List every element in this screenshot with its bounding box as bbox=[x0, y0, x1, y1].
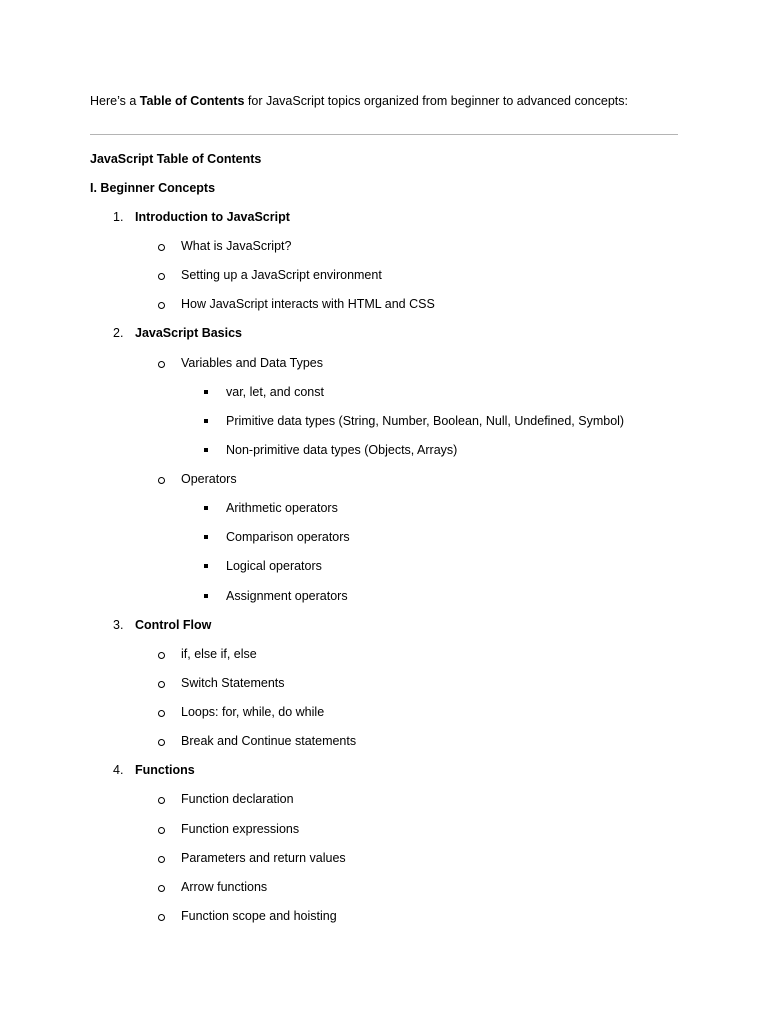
list-item: Loops: for, while, do while bbox=[181, 705, 325, 719]
sub-list-item: Assignment operators bbox=[226, 589, 348, 603]
circle-bullet-icon bbox=[158, 856, 165, 863]
list-item: Switch Statements bbox=[181, 676, 285, 690]
circle-bullet-icon bbox=[158, 914, 165, 921]
item-number: 3. bbox=[113, 618, 124, 632]
list-item: What is JavaScript? bbox=[181, 239, 292, 253]
list-item: Function scope and hoisting bbox=[181, 909, 337, 923]
circle-bullet-icon bbox=[158, 273, 165, 280]
circle-bullet-icon bbox=[158, 710, 165, 717]
circle-bullet-icon bbox=[158, 302, 165, 309]
item-title: Introduction to JavaScript bbox=[135, 210, 290, 224]
item-title: Control Flow bbox=[135, 618, 212, 632]
list-item: Setting up a JavaScript environment bbox=[181, 268, 382, 282]
circle-bullet-icon bbox=[158, 244, 165, 251]
circle-bullet-icon bbox=[158, 885, 165, 892]
list-item: Parameters and return values bbox=[181, 851, 346, 865]
circle-bullet-icon bbox=[158, 477, 165, 484]
list-item: Function declaration bbox=[181, 792, 294, 806]
intro-bold-term: Table of Contents bbox=[139, 94, 245, 108]
square-bullet-icon bbox=[204, 419, 208, 423]
item-title: JavaScript Basics bbox=[135, 326, 243, 340]
intro-paragraph bbox=[90, 94, 628, 108]
circle-bullet-icon bbox=[158, 827, 165, 834]
square-bullet-icon bbox=[204, 390, 208, 394]
item-title: Functions bbox=[135, 763, 195, 777]
square-bullet-icon bbox=[204, 535, 208, 539]
square-bullet-icon bbox=[204, 594, 208, 598]
circle-bullet-icon bbox=[158, 797, 165, 804]
circle-bullet-icon bbox=[158, 652, 165, 659]
square-bullet-icon bbox=[204, 564, 208, 568]
sub-list-item: Comparison operators bbox=[226, 530, 350, 544]
item-number: 1. bbox=[113, 210, 124, 224]
sub-list-item: Non-primitive data types (Objects, Arrays) bbox=[226, 443, 458, 457]
circle-bullet-icon bbox=[158, 361, 165, 368]
list-item: Arrow functions bbox=[181, 880, 268, 894]
list-item: How JavaScript interacts with HTML and CSS bbox=[181, 297, 435, 311]
list-item: Break and Continue statements bbox=[181, 734, 357, 748]
toc-title: JavaScript Table of Contents bbox=[90, 152, 262, 166]
list-item: Variables and Data Types bbox=[181, 356, 323, 370]
list-item: Operators bbox=[181, 472, 237, 486]
sub-list-item: var, let, and const bbox=[226, 385, 324, 399]
circle-bullet-icon bbox=[158, 739, 165, 746]
intro-prefix: Here’s a bbox=[90, 94, 140, 108]
horizontal-rule bbox=[90, 134, 678, 135]
square-bullet-icon bbox=[204, 506, 208, 510]
list-item: Function expressions bbox=[181, 822, 300, 836]
sub-list-item: Logical operators bbox=[226, 559, 322, 573]
section-heading: I. Beginner Concepts bbox=[90, 181, 216, 195]
circle-bullet-icon bbox=[158, 681, 165, 688]
list-item: if, else if, else bbox=[181, 647, 257, 661]
item-number: 4. bbox=[113, 763, 124, 777]
sub-list-item: Primitive data types (String, Number, Boolean, Null, Undefined, Symbol) bbox=[226, 414, 625, 428]
square-bullet-icon bbox=[204, 448, 208, 452]
sub-list-item: Arithmetic operators bbox=[226, 501, 338, 515]
item-number: 2. bbox=[113, 326, 124, 340]
intro-suffix: for JavaScript topics organized from beginner to advanced concepts: bbox=[244, 94, 628, 108]
